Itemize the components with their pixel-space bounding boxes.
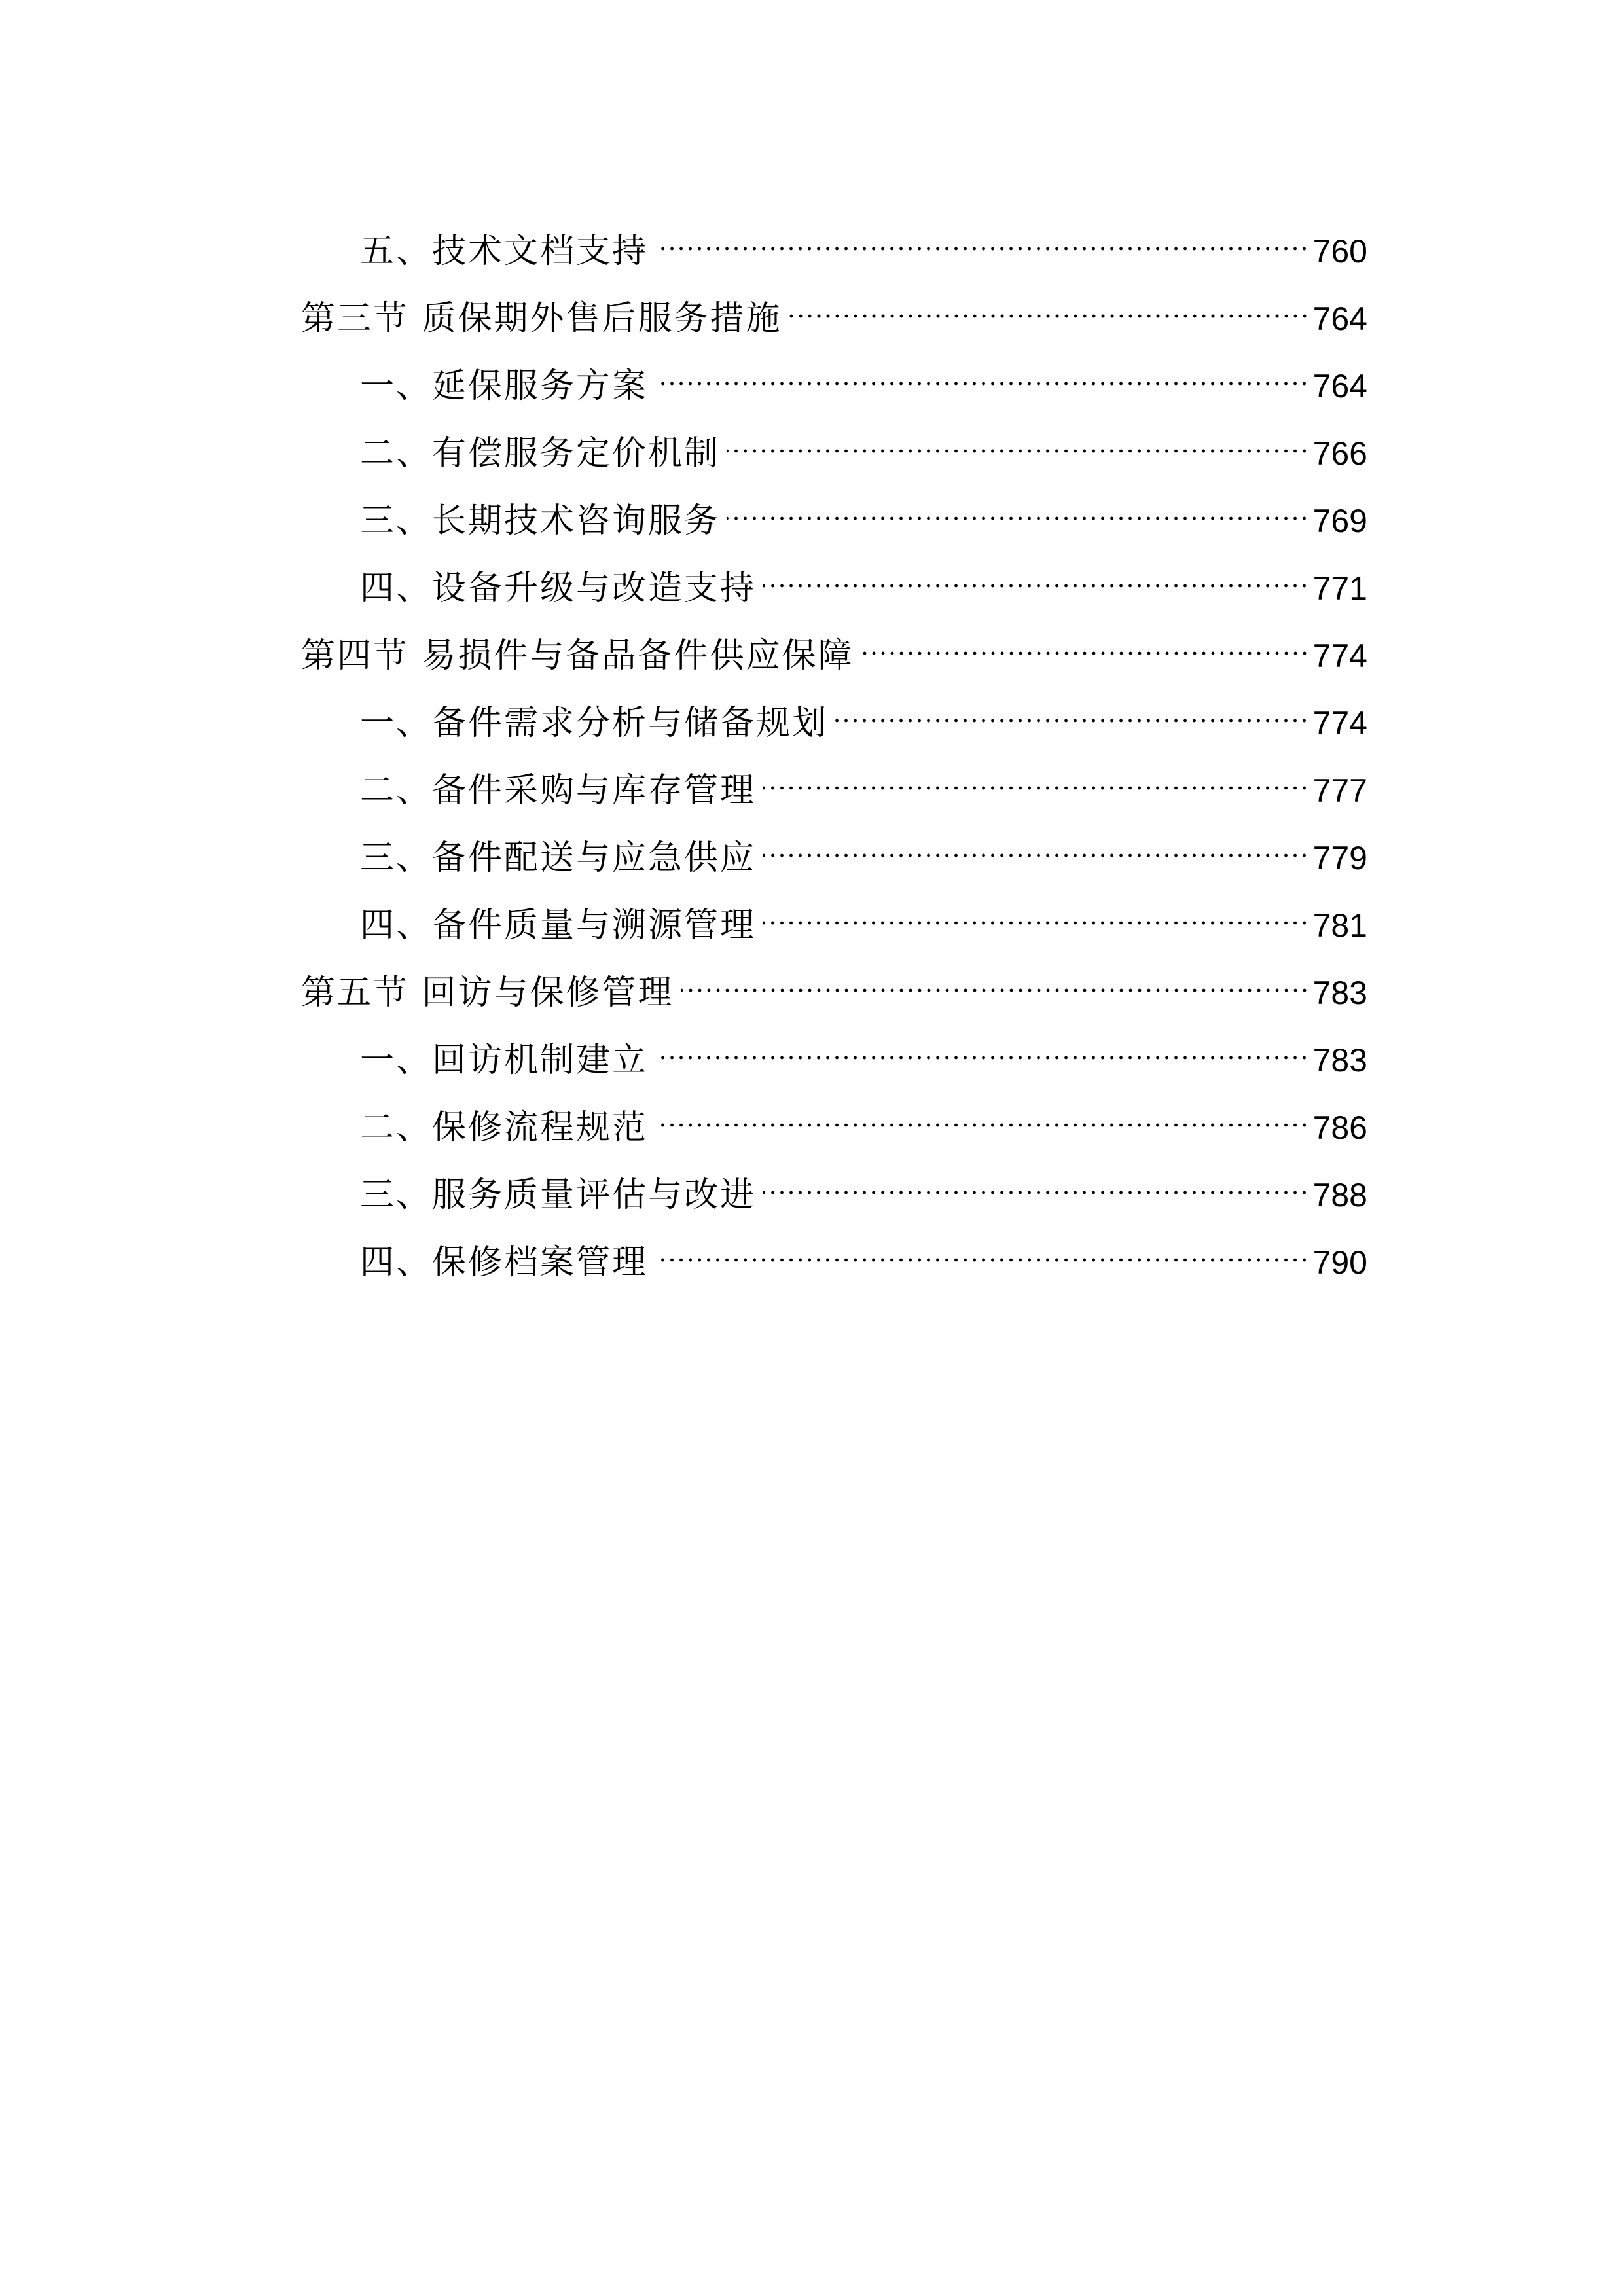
toc-entry bbox=[360, 210, 1367, 271]
toc-page-number: 783 bbox=[1312, 1042, 1367, 1079]
toc-dot-leader bbox=[763, 749, 1309, 802]
toc-entry-label: 四、保修档案管理 bbox=[360, 1243, 649, 1282]
toc-page-number: 766 bbox=[1312, 435, 1367, 472]
toc-dot-leader bbox=[727, 480, 1309, 532]
toc-page-number: 777 bbox=[1312, 772, 1367, 809]
toc-entry bbox=[360, 682, 1367, 743]
toc-dot-leader bbox=[681, 952, 1309, 1004]
toc-page-number: 764 bbox=[1312, 300, 1367, 337]
toc-entry bbox=[360, 817, 1367, 878]
toc-page-number: 786 bbox=[1312, 1109, 1367, 1146]
toc-page-number: 779 bbox=[1312, 840, 1367, 876]
toc-entry-label: 三、备件配送与应急供应 bbox=[360, 838, 757, 878]
toc-page-number: 764 bbox=[1312, 368, 1367, 404]
toc-entry bbox=[360, 412, 1367, 473]
toc-entry-label: 四、设备升级与改造支持 bbox=[360, 569, 757, 608]
toc-entry bbox=[360, 480, 1367, 541]
toc-entry-label: 三、长期技术咨询服务 bbox=[360, 501, 721, 541]
toc-entry-label: 二、保修流程规范 bbox=[360, 1108, 649, 1147]
toc-entry bbox=[301, 952, 1367, 1013]
toc-entry bbox=[360, 749, 1367, 810]
toc-dot-leader bbox=[655, 345, 1309, 397]
toc-entry bbox=[360, 1019, 1367, 1080]
toc-dot-leader bbox=[655, 210, 1309, 262]
toc-entry bbox=[360, 1154, 1367, 1215]
toc-entry bbox=[360, 884, 1367, 945]
toc-page-number: 781 bbox=[1312, 907, 1367, 944]
toc-page-number: 771 bbox=[1312, 570, 1367, 607]
toc-dot-leader bbox=[763, 884, 1309, 937]
toc-page-number: 788 bbox=[1312, 1177, 1367, 1213]
toc-dot-leader bbox=[655, 1019, 1309, 1071]
toc-page-number: 769 bbox=[1312, 503, 1367, 539]
toc-entry-label: 三、服务质量评估与改进 bbox=[360, 1175, 757, 1215]
toc-entry bbox=[301, 278, 1367, 338]
toc-entry-label: 第三节 质保期外售后服务措施 bbox=[301, 299, 782, 338]
toc-dot-leader bbox=[861, 615, 1309, 667]
toc-entry-label: 一、延保服务方案 bbox=[360, 367, 649, 406]
toc-dot-leader bbox=[789, 278, 1309, 330]
toc-entry-label: 二、备件采购与库存管理 bbox=[360, 771, 757, 810]
toc-entry bbox=[301, 615, 1367, 675]
toc-entry bbox=[360, 1221, 1367, 1282]
toc-page-number: 774 bbox=[1312, 637, 1367, 674]
toc-entry-label: 一、回访机制建立 bbox=[360, 1041, 649, 1080]
toc-entry-label: 四、备件质量与溯源管理 bbox=[360, 906, 757, 945]
toc-dot-leader bbox=[763, 817, 1309, 869]
toc-entry-label: 二、有偿服务定价机制 bbox=[360, 434, 721, 473]
toc-entry-label: 一、备件需求分析与储备规划 bbox=[360, 704, 829, 743]
toc-page-number: 790 bbox=[1312, 1244, 1367, 1281]
toc-entry-label: 第五节 回访与保修管理 bbox=[301, 973, 674, 1013]
toc-entry bbox=[360, 345, 1367, 406]
toc-dot-leader bbox=[763, 547, 1309, 600]
toc-page-number: 774 bbox=[1312, 705, 1367, 742]
toc-dot-leader bbox=[763, 1154, 1309, 1206]
toc-entry-label: 第四节 易损件与备品备件供应保障 bbox=[301, 636, 854, 675]
toc-dot-leader bbox=[835, 682, 1309, 734]
toc-dot-leader bbox=[655, 1221, 1309, 1274]
toc-entry bbox=[360, 1086, 1367, 1147]
toc-dot-leader bbox=[727, 412, 1309, 465]
toc-page-number: 760 bbox=[1312, 233, 1367, 270]
toc-entry-label: 五、技术文档支持 bbox=[360, 232, 649, 271]
toc-page-number: 783 bbox=[1312, 975, 1367, 1011]
toc-dot-leader bbox=[655, 1086, 1309, 1139]
toc-entry bbox=[360, 547, 1367, 608]
